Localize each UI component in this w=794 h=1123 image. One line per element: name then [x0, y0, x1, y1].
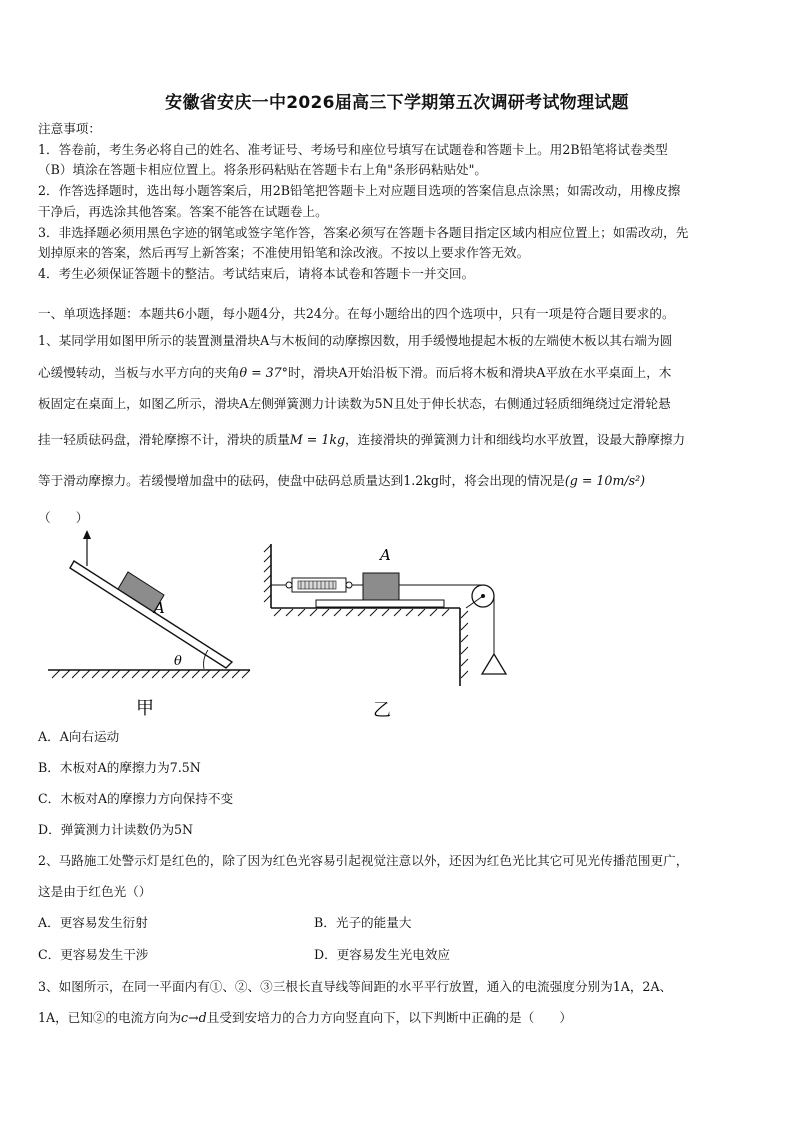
- notice-line: 2．作答选择题时，选出每小题答案后，用2B铅笔把答题卡上对应题目选项的答案信息点涂黑；如需改动，用橡皮擦: [38, 183, 681, 198]
- q1-answer-blank: （ ）: [38, 510, 89, 525]
- q1-stem-line: 等于滑动摩擦力。若缓慢增加盘中的砝码，使盘中砝码总质量达到1.2kg时，将会出现的情况是(g = 10m/s²): [38, 473, 646, 488]
- figure-jia-theta: θ: [174, 654, 182, 669]
- q2-stem-line: 这是由于红色光（）: [38, 884, 152, 899]
- notice-heading: 注意事项：: [38, 121, 101, 136]
- page-title: 安徽省安庆一中2026届高三下学期第五次调研考试物理试题: [165, 93, 629, 113]
- q1-stem-line: 1、某同学用如图甲所示的装置测量滑块A与木板间的动摩擦因数，用手缓慢地提起木板的左端使木板以其右端为圆: [38, 333, 673, 348]
- q2-option-b: B．光子的能量大: [314, 915, 412, 930]
- q1-force-math: 5N: [374, 396, 394, 411]
- q3-direction-math: c→d: [181, 1010, 207, 1025]
- notice-line: 划掉原来的答案，然后再写上新答案；不准使用铅笔和涂改液。不按以上要求作答无效。: [38, 245, 530, 260]
- q1-g-math: (g = 10m/s²): [564, 473, 646, 488]
- q2-option-d: D．更容易发生光电效应: [314, 947, 451, 962]
- notice-line: 1．答卷前，考生务必将自己的姓名、准考证号、考场号和座位号填写在试题卷和答题卡上。用2B铅笔将试卷类型: [38, 142, 668, 157]
- q2-option-c: C．更容易发生干涉: [38, 947, 149, 962]
- figure-jia-caption: 甲: [136, 698, 154, 719]
- q1-stem-line: 板固定在桌面上，如图乙所示，滑块A左侧弹簧测力计读数为5N且处于伸长状态，右侧通过轻质细绳绕过定滑轮悬: [38, 396, 671, 411]
- notice-line: 3．非选择题必须用黑色字迹的钢笔或签字笔作答，答案必须写在答题卡各题目指定区域内相应位置上；如需改动，先: [38, 225, 689, 240]
- q1-option-a: A．A向右运动: [38, 729, 120, 744]
- figure-yi-label-A: A: [380, 546, 391, 564]
- notice-line: （B）填涂在答题卡相应位置上。将条形码粘贴在答题卡右上角"条形码粘贴处"。: [38, 162, 488, 177]
- figure-jia: [40, 528, 260, 723]
- notice-line: 干净后，再选涂其他答案。答案不能答在试题卷上。: [38, 204, 328, 219]
- q2-option-a: A．更容易发生衍射: [38, 915, 148, 930]
- q1-option-b: B．木板对A的摩擦力为7.5N: [38, 760, 201, 775]
- figure-yi: [262, 538, 512, 723]
- q1-stem-line: 挂一轻质砝码盘，滑轮摩擦不计，滑块的质量M = 1kg，连接滑块的弹簧测力计和细线均水平放置，设最大静摩擦力: [38, 432, 686, 447]
- q3-stem-line: 3、如图所示，在同一平面内有①、②、③三根长直导线等间距的水平平行放置，通入的电流强度分别为1A，2A、: [38, 979, 673, 994]
- q1-mass-math: M = 1kg: [289, 432, 346, 447]
- q1-option-d: D．弹簧测力计读数仍为5N: [38, 822, 194, 837]
- q1-angle-math: θ = 37°: [239, 365, 288, 380]
- q1-mass2-math: 1.2kg: [403, 473, 439, 488]
- figure-jia-label-A: A: [154, 599, 165, 617]
- notice-line: 4．考生必须保证答题卡的整洁。考试结束后，请将本试卷和答题卡一并交回。: [38, 266, 475, 281]
- q2-stem-line: 2、马路施工处警示灯是红色的，除了因为红色光容易引起视觉注意以外，还因为红色光比其它可见光传播范围更广，: [38, 853, 689, 868]
- figure-yi-caption: 乙: [373, 700, 391, 721]
- section-heading: 一、单项选择题：本题共6小题，每小题4分，共24分。在每小题给出的四个选项中，只有一项是符合题目要求的。: [38, 306, 675, 321]
- q3-stem-line: 1A，已知②的电流方向为c→d且受到安培力的合力方向竖直向下，以下判断中正确的是（ ）: [38, 1010, 572, 1025]
- q1-stem-line: 心缓慢转动，当板与水平方向的夹角θ = 37°时，滑块A开始沿板下滑。而后将木板和滑块A平放在水平桌面上，木: [38, 365, 672, 380]
- q1-option-c: C．木板对A的摩擦力方向保持不变: [38, 791, 234, 806]
